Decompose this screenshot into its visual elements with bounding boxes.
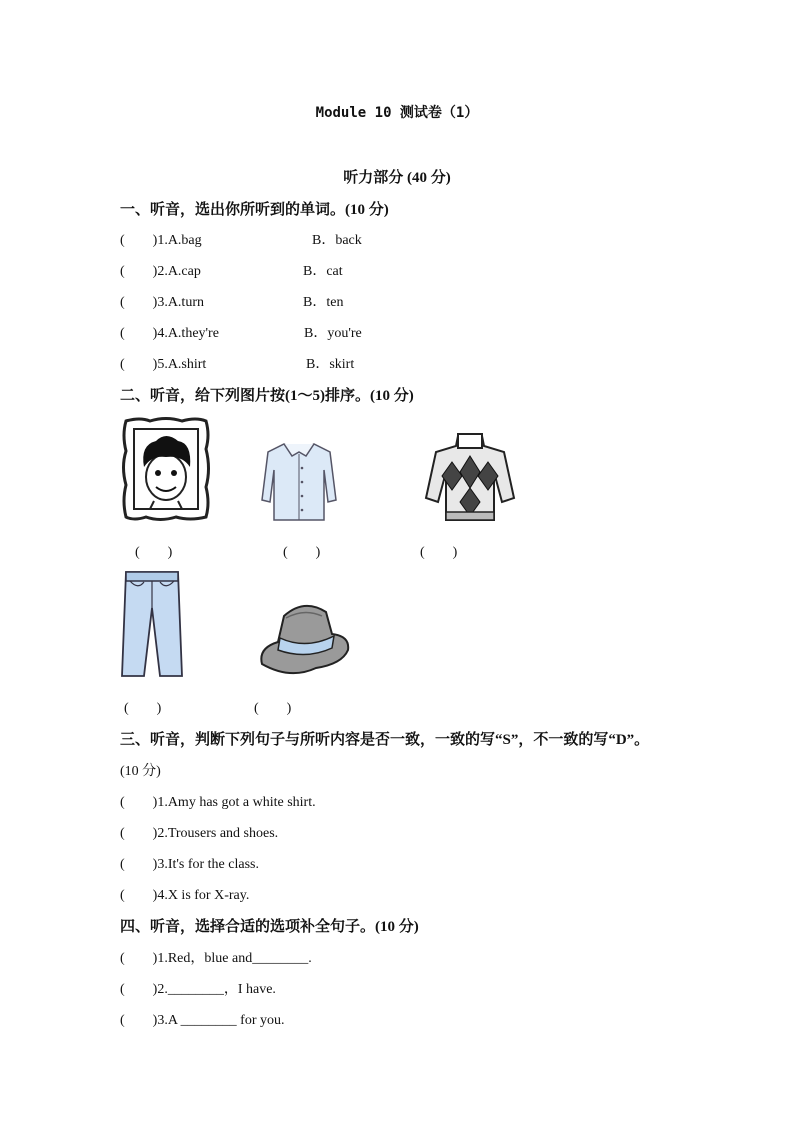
s3-item-1: ( )1.Amy has got a white shirt. [120,795,316,810]
section2-heading: 二、听音，给下列图片按(1～5)排序。(10 分) [120,388,414,404]
trousers-picture [118,568,186,680]
picture-5-answer[interactable]: ( ) [254,701,292,716]
s1-item-3-b: B．ten [303,295,344,310]
section3-heading: 三、听音，判断下列句子与所听内容是否一致，一致的写“S”，不一致的写“D”。 [120,732,650,748]
s3-item-2: ( )2.Trousers and shoes. [120,826,279,841]
portrait-picture [120,415,212,523]
s3-item-3: ( )3.It's for the class. [120,857,259,872]
section3-points: (10 分) [120,764,161,779]
hat-picture [256,598,352,682]
s4-item-3: ( )3.A ________ for you. [120,1013,285,1028]
section-subtitle: 听力部分 (40 分) [343,170,451,186]
sweater-picture [422,432,518,524]
picture-4-answer[interactable]: ( ) [124,701,162,716]
s1-item-5: ( )5.A.shirt [120,357,207,372]
s1-item-1-b: B．back [312,233,362,248]
picture-1-answer[interactable]: ( ) [135,545,173,560]
s4-item-1: ( )1.Red，blue and________. [120,951,312,966]
picture-2-answer[interactable]: ( ) [283,545,321,560]
s1-item-2-b: B．cat [303,264,343,279]
s1-item-5-b: B．skirt [306,357,355,372]
s1-item-4-b: B．you're [304,326,362,341]
s1-item-1: ( )1.A.bag [120,233,202,248]
s1-item-3: ( )3.A.turn [120,295,204,310]
s1-item-2: ( )2.A.cap [120,264,201,279]
s4-item-2: ( )2.________，I have. [120,982,276,997]
section4-heading: 四、听音，选择合适的选项补全句子。(10 分) [120,919,419,935]
shirt-picture [258,440,340,524]
page-title: Module 10 测试卷（1） [315,105,479,121]
s3-item-4: ( )4.X is for X-ray. [120,888,250,903]
section1-heading: 一、听音，选出你所听到的单词。(10 分) [120,202,389,218]
picture-3-answer[interactable]: ( ) [420,545,458,560]
s1-item-4: ( )4.A.they're [120,326,219,341]
